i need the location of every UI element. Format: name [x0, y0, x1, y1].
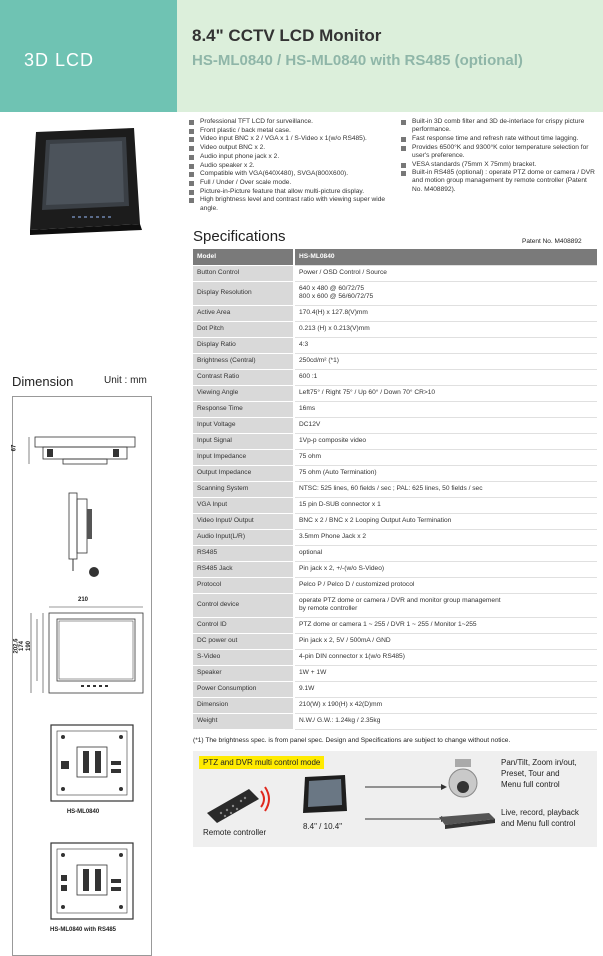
spec-key: Input Signal — [193, 433, 294, 449]
feature-item: Compatible with VGA(640X480), SVGA(800X600). — [189, 170, 394, 178]
monitor-photo — [16, 124, 150, 236]
spec-value: 9.1W — [294, 681, 597, 697]
model-label-1: HS-ML0840 — [66, 809, 100, 815]
spec-key: Response Time — [193, 401, 294, 417]
spec-value: 75 ohm — [294, 449, 597, 465]
spec-row — [193, 633, 597, 649]
spec-value: 640 x 480 @ 60/72/75 800 x 600 @ 56/60/72/75 — [294, 281, 597, 305]
spec-value: HS-ML0840 — [294, 249, 597, 265]
spec-key: Video Input/ Output — [193, 513, 294, 529]
dvr-icon — [437, 809, 497, 829]
spec-row — [193, 353, 597, 369]
spec-value: optional — [294, 545, 597, 561]
spec-row — [193, 305, 597, 321]
spec-value: 170.4(H) x 127.8(V)mm — [294, 305, 597, 321]
spec-row — [193, 545, 597, 561]
spec-row — [193, 417, 597, 433]
dimension-unit: Unit : mm — [104, 375, 147, 386]
category-banner — [0, 0, 177, 112]
camera-control-text: Pan/Tilt, Zoom in/out, Preset, Tour and Menu full control — [501, 758, 577, 789]
spec-value: N.W./ G.W.: 1.24kg / 2.35kg — [294, 713, 597, 729]
spec-row — [193, 481, 597, 497]
spec-value: 210(W) x 190(H) x 42(D)mm — [294, 697, 597, 713]
spec-row — [193, 697, 597, 713]
spec-row — [193, 465, 597, 481]
spec-key: DC power out — [193, 633, 294, 649]
spec-key: Contrast Ratio — [193, 369, 294, 385]
ptz-mode-label: PTZ and DVR multi control mode — [199, 756, 324, 769]
spec-key: Button Control — [193, 265, 294, 281]
remote-controller-label: Remote controller — [203, 828, 267, 837]
monitor-icon — [301, 773, 349, 817]
spec-row — [193, 561, 597, 577]
height-label-67: 67 — [11, 444, 18, 452]
feature-item: Audio input phone jack x 2. — [189, 153, 394, 161]
features-left — [189, 118, 394, 213]
product-title: 8.4" CCTV LCD Monitor — [192, 26, 382, 45]
feature-item: Provides 6500°K and 9300°K color temperature selection for user's preference. — [401, 144, 595, 160]
height-label-b: 174 — [19, 640, 26, 652]
spec-row — [193, 513, 597, 529]
spec-value: 3.5mm Phone Jack x 2 — [294, 529, 597, 545]
spec-value: Pin jack x 2, 5V / 500mA / GND — [294, 633, 597, 649]
left-column — [0, 112, 177, 933]
spec-row — [193, 337, 597, 353]
spec-row — [193, 321, 597, 337]
feature-item: Audio speaker x 2. — [189, 162, 394, 170]
feature-item: Video output BNC x 2. — [189, 144, 394, 152]
spec-key: Scanning System — [193, 481, 294, 497]
spec-row — [193, 369, 597, 385]
spec-key: Control ID — [193, 617, 294, 633]
spec-key: Input Voltage — [193, 417, 294, 433]
spec-value: Pin jack x 2, +/-(w/o S-Video) — [294, 561, 597, 577]
spec-value: Pelco P / Pelco D / customized protocol — [294, 577, 597, 593]
spec-row — [193, 529, 597, 545]
feature-item: Picture-in-Picture feature that allow multi-picture display. — [189, 188, 394, 196]
feature-item: Video input BNC x 2 / VGA x 1 / S-Video x 1(w/o RS485). — [189, 135, 394, 143]
spec-row — [193, 433, 597, 449]
feature-item: Full / Under / Over scale mode. — [189, 179, 394, 187]
spec-value: 1W + 1W — [294, 665, 597, 681]
spec-row — [193, 401, 597, 417]
spec-key: Model — [193, 249, 294, 265]
side-view-drawing — [61, 489, 101, 581]
spec-key: Active Area — [193, 305, 294, 321]
spec-key: Weight — [193, 713, 294, 729]
model-label-2: HS-ML0840 with RS485 — [49, 927, 117, 933]
spec-row — [193, 265, 597, 281]
spec-key: RS485 — [193, 545, 294, 561]
spec-key: Dot Pitch — [193, 321, 294, 337]
features-right — [401, 118, 595, 194]
spec-row — [193, 593, 597, 617]
feature-item: Built-in 3D comb filter and 3D de-interlace for crispy picture performance. — [401, 118, 595, 134]
spec-row — [193, 497, 597, 513]
patent-number: Patent No. M408892 — [522, 238, 582, 245]
spec-row — [193, 713, 597, 729]
spec-value: 75 ohm (Auto Termination) — [294, 465, 597, 481]
spec-value: 4-pin DIN connector x 1(w/o RS485) — [294, 649, 597, 665]
spec-value: PTZ dome or camera 1 ~ 255 / DVR 1 ~ 255 / Monitor 1~255 — [294, 617, 597, 633]
spec-value: 15 pin D-SUB connector x 1 — [294, 497, 597, 513]
spec-value: 16ms — [294, 401, 597, 417]
feature-item: Front plastic / back metal case. — [189, 127, 394, 135]
spec-value: NTSC: 525 lines, 60 fields / sec ; PAL: 625 lines, 50 fields / sec — [294, 481, 597, 497]
spec-row — [193, 617, 597, 633]
spec-row — [193, 385, 597, 401]
spec-key: Display Resolution — [193, 281, 294, 305]
spec-value: 600 :1 — [294, 369, 597, 385]
spec-row — [193, 249, 597, 265]
height-label-c: 190 — [26, 640, 33, 652]
dimension-title: Dimension — [12, 374, 74, 389]
spec-key: Audio Input(L/R) — [193, 529, 294, 545]
spec-value: 250cd/m² (*1) — [294, 353, 597, 369]
top-view-drawing — [23, 427, 141, 467]
width-label: 210 — [77, 597, 88, 603]
spec-key: Input Impedance — [193, 449, 294, 465]
spec-value: 4:3 — [294, 337, 597, 353]
spec-key: Viewing Angle — [193, 385, 294, 401]
size-label: 8.4" / 10.4" — [303, 822, 343, 831]
spec-row — [193, 577, 597, 593]
dimension-drawings — [12, 396, 152, 956]
feature-item: Professional TFT LCD for surveillance. — [189, 118, 394, 126]
back-view-rs485-drawing — [47, 839, 137, 923]
feature-item: VESA standards (75mm X 75mm) bracket. — [401, 161, 595, 169]
spec-row — [193, 681, 597, 697]
spec-key: VGA Input — [193, 497, 294, 513]
product-subtitle: HS-ML0840 / HS-ML0840 with RS485 (optional) — [192, 52, 523, 69]
ptz-panel — [193, 751, 597, 847]
spec-key: Display Ratio — [193, 337, 294, 353]
spec-key: Output Impedance — [193, 465, 294, 481]
spec-row — [193, 449, 597, 465]
category-label: 3D LCD — [24, 50, 95, 70]
spec-key: Protocol — [193, 577, 294, 593]
spec-key: Control device — [193, 593, 294, 617]
spec-value: BNC x 2 / BNC x 2 Looping Output Auto Termination — [294, 513, 597, 529]
spec-row — [193, 649, 597, 665]
spec-key: Brightness (Central) — [193, 353, 294, 369]
spec-key: RS485 Jack — [193, 561, 294, 577]
ptz-camera-icon — [445, 757, 481, 803]
spec-table — [193, 249, 597, 730]
dvr-control-text: Live, record, playback and Menu full control — [501, 808, 579, 828]
spec-key: Power Consumption — [193, 681, 294, 697]
spec-value: operate PTZ dome or camera / DVR and monitor group management by remote controller — [294, 593, 597, 617]
specifications-title: Specifications — [193, 228, 286, 245]
feature-item: Built-in RS485 (optional) : operate PTZ dome or camera / DVR and motion group management by remote controller (Patent No. M408892). — [401, 169, 595, 194]
spec-row — [193, 281, 597, 305]
remote-controller-icon — [203, 783, 273, 827]
spec-key: Speaker — [193, 665, 294, 681]
footnote: (*1) The brightness spec. is from panel spec. Design and Specifications are subject to change without notice. — [193, 737, 511, 744]
spec-key: Dimension — [193, 697, 294, 713]
spec-value: DC12V — [294, 417, 597, 433]
back-view-drawing — [47, 721, 137, 805]
feature-item: High brightness level and contrast ratio with viewing super wide angle. — [189, 196, 394, 212]
front-view-drawing — [21, 605, 151, 695]
title-banner — [177, 0, 603, 112]
spec-value: Power / OSD Control / Source — [294, 265, 597, 281]
feature-item: Fast response time and refresh rate without time lagging. — [401, 135, 595, 143]
spec-row — [193, 665, 597, 681]
spec-value: 1Vp-p composite video — [294, 433, 597, 449]
spec-value: Left75° / Right 75° / Up 60° / Down 70° CR>10 — [294, 385, 597, 401]
spec-key: S-Video — [193, 649, 294, 665]
spec-value: 0.213 (H) x 0.213(V)mm — [294, 321, 597, 337]
height-label-a: 202.6 — [13, 638, 20, 654]
